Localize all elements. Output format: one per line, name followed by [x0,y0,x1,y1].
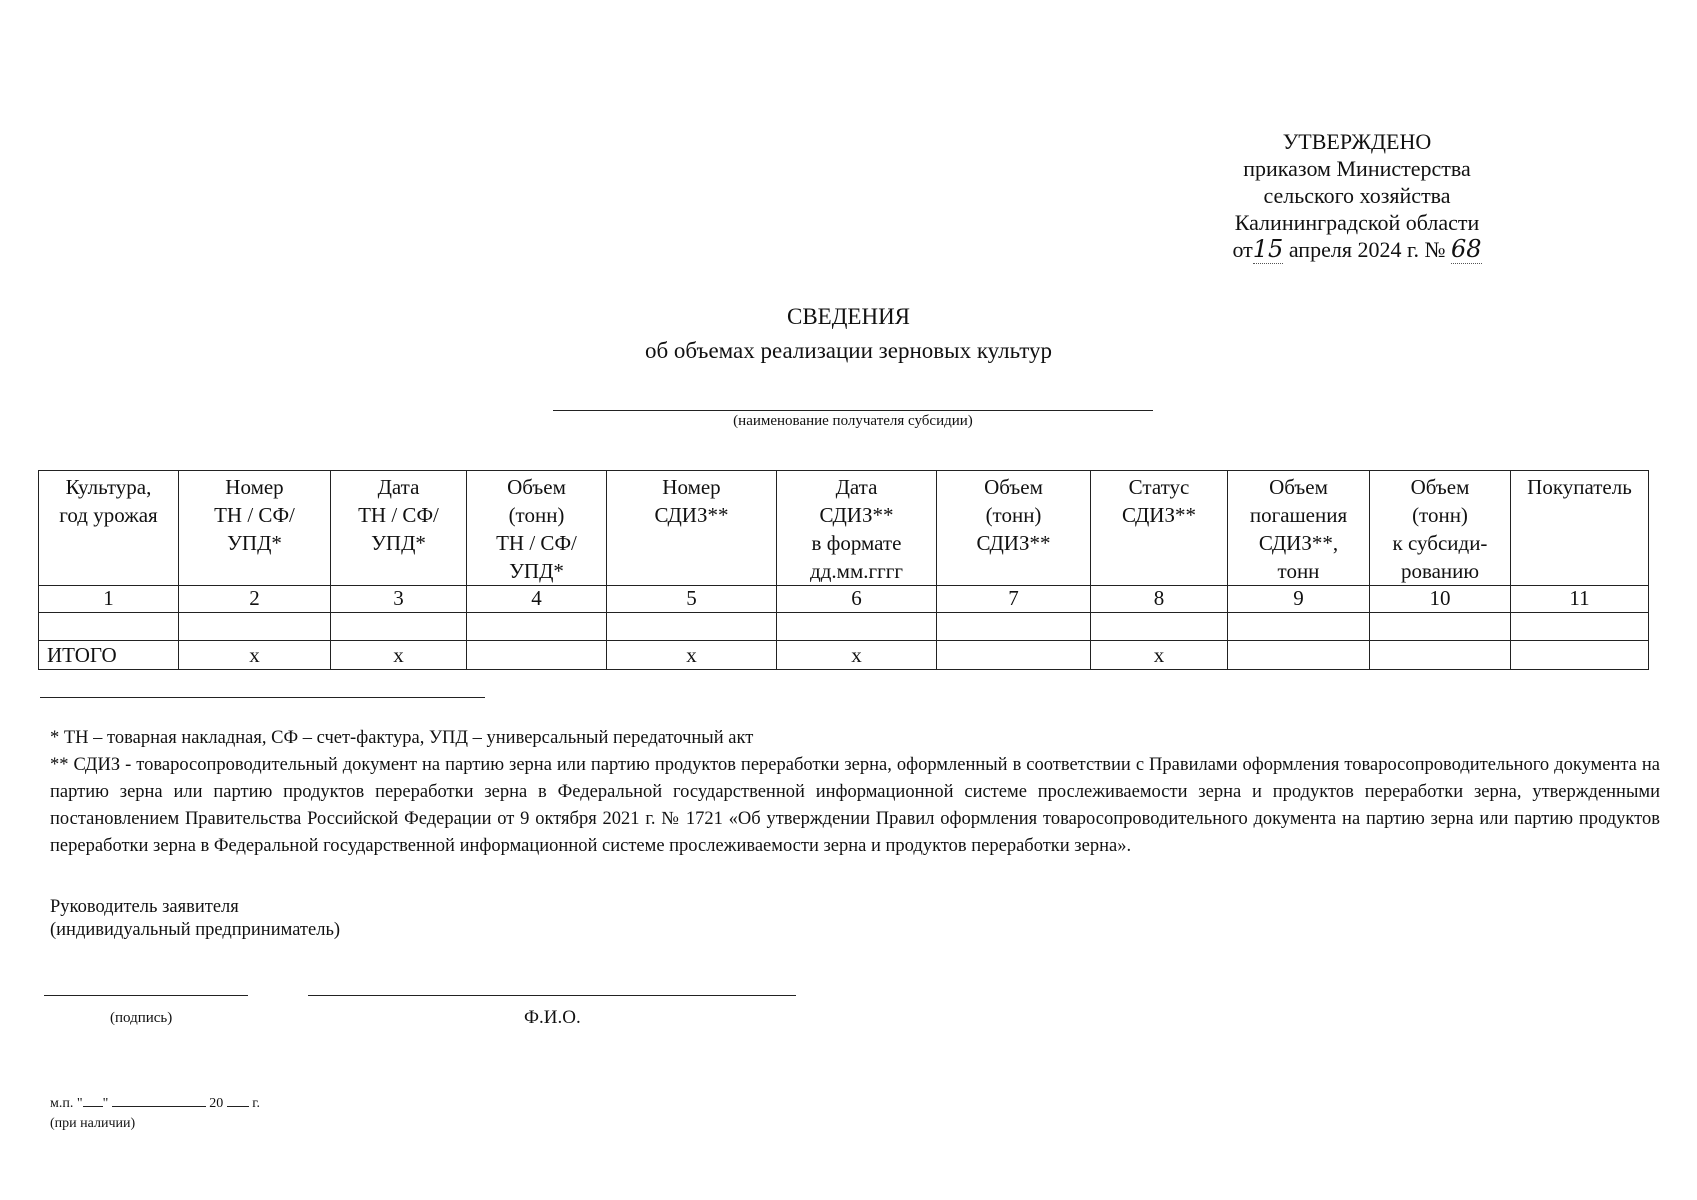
table-cell-8[interactable] [1091,613,1228,641]
year-prefix: 20 [209,1096,224,1111]
column-header-8: Статус СДИЗ** [1091,471,1228,586]
table-cell-1[interactable] [39,613,179,641]
column-header-4: Объем (тонн) ТН / СФ/ УПД* [467,471,607,586]
full-name-caption: Ф.И.О. [524,1007,581,1028]
column-header-11: Покупатель [1511,471,1649,586]
total-cell-8: х [1091,641,1228,670]
table-total-row [39,641,1649,670]
approval-number-handwritten: 68 [1450,235,1482,263]
approval-title: УТВЕРЖДЕНО [1282,129,1432,154]
table-cell-2[interactable] [179,613,331,641]
column-header-5: Номер СДИЗ** [607,471,777,586]
column-header-10: Объем (тонн) к субсиди- рованию [1370,471,1511,586]
approval-line-region: Калининградской области [1234,210,1480,235]
column-number-6: 6 [777,586,937,613]
approval-date-prefix: от [1232,237,1253,262]
column-number-5: 5 [607,586,777,613]
full-name-line[interactable] [308,995,796,996]
signer-subtitle: (индивидуальный предприниматель) [50,920,341,940]
total-cell-6: х [777,641,937,670]
table-cell-4[interactable] [467,613,607,641]
total-cell-3: х [331,641,467,670]
total-cell-7 [937,641,1091,670]
column-header-2: Номер ТН / СФ/ УПД* [179,471,331,586]
column-header-9: Объем погашения СДИЗ**, тонн [1228,471,1370,586]
approval-day-handwritten: 15 [1252,235,1284,263]
document-title: СВЕДЕНИЯ [786,304,911,329]
stamp-date-line [50,1092,260,1114]
footnote-1: * ТН – товарная накладная, СФ – счет-фактура, УПД – универсальный передаточный акт [50,728,754,748]
year-field[interactable] [227,1092,249,1107]
total-cell-11 [1511,641,1649,670]
recipient-name-line[interactable] [553,410,1153,411]
column-number-1: 1 [39,586,179,613]
total-cell-2: х [179,641,331,670]
column-number-2: 2 [179,586,331,613]
column-header-3: Дата ТН / СФ/ УПД* [331,471,467,586]
total-cell-5: х [607,641,777,670]
column-number-4: 4 [467,586,607,613]
signer-block [50,896,340,942]
approval-block [1197,128,1517,264]
table-cell-9[interactable] [1228,613,1370,641]
column-number-8: 8 [1091,586,1228,613]
footnotes [50,725,1660,860]
table-column-number-row [39,586,1649,613]
table-cell-3[interactable] [331,613,467,641]
stamp-prefix: м.п. " [50,1096,83,1111]
approval-line-order: приказом Министерства [1243,156,1471,181]
table-cell-5[interactable] [607,613,777,641]
document-title-block [0,300,1697,368]
column-number-9: 9 [1228,586,1370,613]
stamp-quote-close: " [102,1096,109,1111]
table-cell-10[interactable] [1370,613,1511,641]
table-row [39,613,1649,641]
footnote-divider [40,697,485,698]
day-field[interactable] [83,1092,103,1107]
approval-line-ministry: сельского хозяйства [1263,183,1451,208]
total-cell-10 [1370,641,1511,670]
column-header-7: Объем (тонн) СДИЗ** [937,471,1091,586]
footnote-2: ** СДИЗ - товаросопроводительный документ на партию зерна или партию продуктов переработки зерна, оформленный в соответствии с Правилами оформления товаросопроводительного документа на партию зерна или партию продуктов переработки зерна в Федеральной государственной информационной системе прослеживаемости зерна и продуктов переработки зерна, утвержденными постановлением Правительства Российской Федерации от 9 октября 2021 г. № 1721 «Об утверждении Правил оформления товаросопроводительного документа на партию зерна или партию продуктов переработки зерна в Федеральной государственной информационной системе прослеживаемости зерна и продуктов переработки зерна». [50,755,1660,856]
column-header-6: Дата СДИЗ** в формате дд.мм.гггг [777,471,937,586]
column-number-10: 10 [1370,586,1511,613]
column-header-1: Культура, год урожая [39,471,179,586]
recipient-caption: (наименование получателя субсидии) [733,413,973,429]
year-suffix: г. [252,1096,260,1111]
approval-date-line [1197,236,1517,264]
stamp-date-block [50,1092,260,1134]
table-header-row [39,471,1649,586]
column-number-7: 7 [937,586,1091,613]
table-cell-11[interactable] [1511,613,1649,641]
signature-caption: (подпись) [110,1010,173,1026]
column-number-3: 3 [331,586,467,613]
signature-line[interactable] [44,995,248,996]
table-cell-7[interactable] [937,613,1091,641]
stamp-note: (при наличии) [50,1116,136,1131]
month-field[interactable] [112,1092,206,1107]
grain-sales-table [38,470,1649,670]
total-cell-9 [1228,641,1370,670]
signer-title: Руководитель заявителя [50,897,239,917]
total-cell-4 [467,641,607,670]
column-number-11: 11 [1511,586,1649,613]
document-subtitle: об объемах реализации зерновых культур [644,338,1053,363]
total-cell-1: ИТОГО [39,641,179,670]
approval-date-middle: апреля 2024 г. № [1288,237,1446,262]
table-cell-6[interactable] [777,613,937,641]
